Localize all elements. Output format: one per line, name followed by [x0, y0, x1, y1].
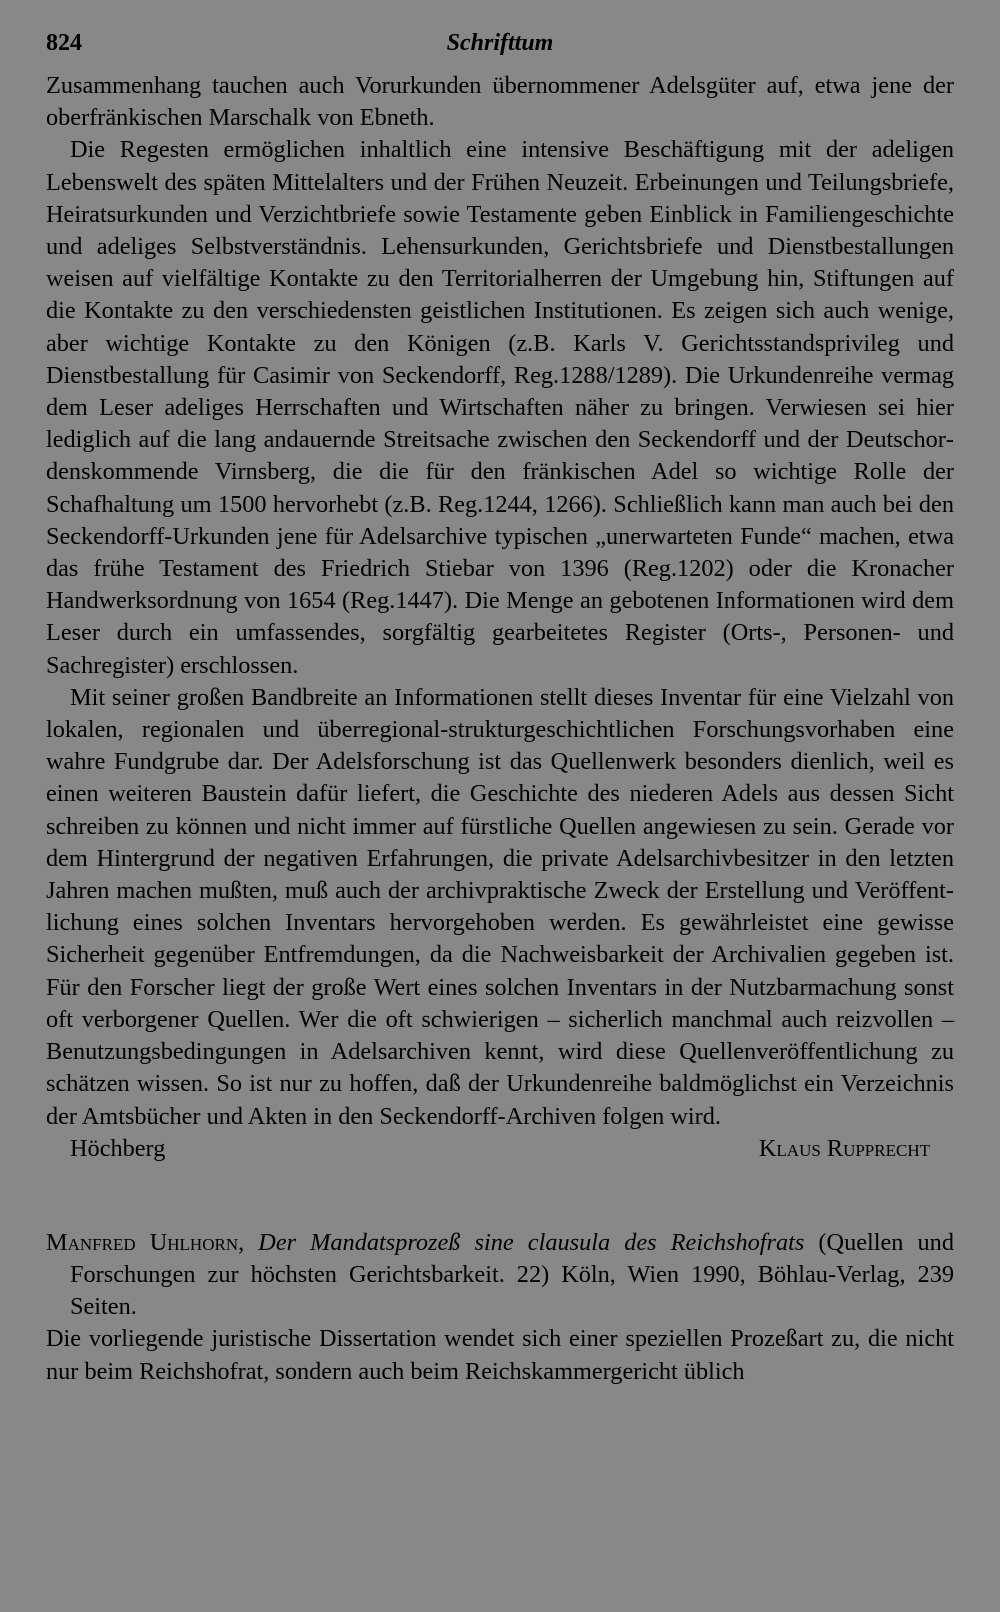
review-signature [46, 1133, 954, 1165]
review-paragraph: Mit seiner großen Bandbreite an Informationen stellt dieses Inventar für eine Vielzahl von lokalen, regionalen und überregional-strukturgeschichtlichen Forschungsvorhaben eine wahre Fundgrube dar. Der Adelsforschung ist das Quellenwerk besonders dienlich, weil es einen weiteren Baustein dafür liefert, die Geschichte des niederen Adels aus dessen Sicht schreiben zu können und nicht immer auf fürstliche Quellen angewiesen zu sein. Gerade vor dem Hintergrund der negativen Erfahrungen, die private Adelsarchivbesitzer in den letzten Jahren machen mußten, muß auch der archivpraktische Zweck der Erstellung und Veröffentlichung eines solchen Inventars hervorgehoben werden. Es gewährleistet eine gewisse Sicherheit gegenüber Entfremdungen, da die Nachweisbarkeit der Archivalien gegeben ist. Für den Forscher liegt der große Wert eines solchen Inventars in der Nutzbarmachung sonst oft verborgener Quellen. Wer die oft schwierigen – sicherlich manchmal auch reizvollen – Benutzungsbedingungen in Adelsarchiven kennt, wird diese Quellenveröffentlichung zu schätzen wissen. So ist nur zu hoffen, daß der Urkundenreihe baldmöglichst ein Verzeichnis der Amtsbücher und Akten in den Seckendorff-Archiven folgen wird. [46, 683, 954, 1130]
review-paragraph: Die vorliegende juristische Dissertation wendet sich einer speziellen Prozeßart zu, die nicht nur beim Reichshofrat, sondern auch beim Reichskammergericht üblich [46, 1325, 954, 1385]
bibliographic-citation [46, 1227, 954, 1324]
review-paragraph: Zusammenhang tauchen auch Vorurkunden übernommener Adelsgüter auf, etwa jene der oberfränkischen Marschalk von Ebneth. [46, 72, 954, 132]
page-number: 824 [46, 30, 82, 56]
citation-separator: , [238, 1228, 259, 1256]
citation-author: Manfred Uhlhorn [46, 1228, 239, 1256]
next-review-entry [46, 1227, 954, 1388]
review-body [46, 70, 954, 1133]
review-paragraph: Die Regesten ermöglichen inhaltlich eine intensive Beschäftigung mit der adeligen Lebenswelt des späten Mittelalters und der Frühen Neuzeit. Erbeinungen und Teilungsbriefe, Heiratsurkunden und Verzichtbriefe sowie Testamente geben Einblick in Familiengeschichte und adeliges Selbstverständnis. Lehensurkunden, Gerichtsbriefe und Dienstbestallungen weisen auf vielfältige Kontakte zu den Territorialherren der Umgebung hin, Stiftungen auf die Kontakte zu den verschiedensten geistlichen Institutionen. Es zeigen sich auch wenige, aber wichtige Kontakte zu den Königen (z.B. Karls V. Gerichtsstandsprivileg und Dienstbestallung für Casimir von Seckendorff, Reg.1288/1289). Die Urkundenreihe vermag dem Leser adeliges Herrschaften und Wirtschaften näher zu bringen. Verwiesen sei hier lediglich auf die lang andauernde Streitsache zwischen den Seckendorff und der Deutschordenskommende Virnsberg, die die für den fränkischen Adel so wichtige Rolle der Schafhaltung um 1500 hervorhebt (z.B. Reg.1244, 1266). Schließlich kann man auch bei den Seckendorff-Urkunden jene für Adelsarchive typischen „unerwarteten Funde“ machen, etwa das frühe Testament des Friedrich Stiebar von 1396 (Reg.1202) oder die Kronacher Handwerksordnung von 1654 (Reg.1447). Die Menge an gebotenen Informationen wird dem Leser durch ein umfassendes, sorgfältig gearbeitetes Register (Orts-, Personen- und Sachregister) erschlossen. [46, 136, 954, 679]
signature-place: Höchberg [70, 1134, 166, 1162]
citation-publication: (Quellen und Forschungen zur höchsten Gerichtsbarkeit. 22) Köln, Wien 1990, Böhlau-Verlag, 239 Seiten. [70, 1228, 954, 1321]
citation-title: Der Mandatsprozeß sine clausula des Reichshofrats [258, 1228, 805, 1256]
signature-author: Klaus Rupprecht [758, 1134, 930, 1162]
running-head-title: Schrifttum [446, 30, 554, 56]
book-page [46, 30, 954, 1388]
running-head [46, 30, 954, 70]
